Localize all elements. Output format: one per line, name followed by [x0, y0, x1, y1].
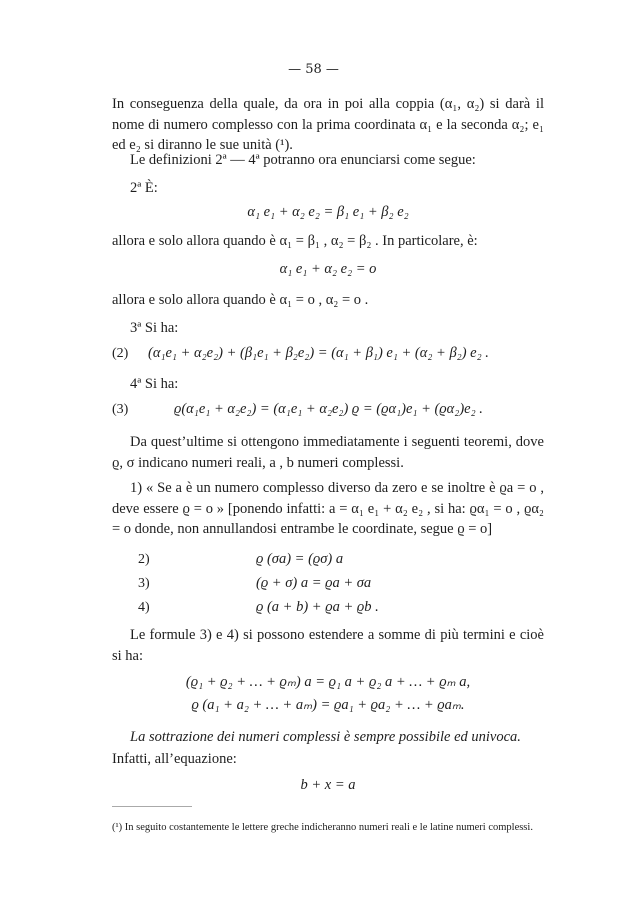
- equation-zero: α₁ e₁ + α₂ e₂ = o: [279, 261, 377, 277]
- equation-equality: α₁ e₁ + α₂ e₂ = β₁ e₁ + β₂ e₂: [247, 204, 409, 220]
- equation-b-plus-x: b + x = a: [300, 777, 356, 793]
- paragraph-formule: Le formule 3) e 4) si possono estendere a somme di più termini e cioè si ha:: [112, 627, 544, 664]
- definition-2-heading: 2ª È:: [130, 180, 158, 196]
- formula-4-label: 4): [138, 600, 150, 615]
- equation-sum-rho: (ϱ₁ + ϱ₂ + … + ϱₘ) a = ϱ₁ a + ϱ₂ a + … + ϱₘ a,: [185, 674, 471, 690]
- equation-2-label: (2): [112, 346, 129, 361]
- theorem-1: 1) « Se a è un numero complesso diverso da zero e se inoltre è ϱa = o , deve essere ϱ = o » [ponendo infatti: a = α₁ e₁ + α₂ e₂ , si ha: ϱα₁ = o , ϱα₂ = o donde, non annullandosi entrambe le coordinate, segue ϱ = o]: [112, 480, 544, 537]
- formula-3: (ϱ + σ) a = ϱa + σa: [256, 575, 372, 591]
- formula-2-label: 2): [138, 552, 150, 567]
- line-allora-1: allora e solo allora quando è α₁ = β₁ , α₂ = β₂ . In particolare, è:: [112, 233, 478, 249]
- definition-3-heading: 3ª Si ha:: [130, 320, 179, 336]
- formula-2: ϱ (σa) = (ϱσ) a: [256, 551, 344, 567]
- equation-3-label: (3): [112, 402, 129, 417]
- formula-4: ϱ (a + b) + ϱa + ϱb .: [256, 599, 379, 615]
- formula-3-label: 3): [138, 576, 150, 591]
- page-number: — 58 —: [288, 62, 339, 77]
- line-infatti: Infatti, all’equazione:: [112, 751, 237, 767]
- footnote-rule: [112, 806, 192, 807]
- paragraph-coppia: In conseguenza della quale, da ora in poi alla coppia (α₁, α₂) si darà il nome di numero complesso con la prima coordinata α₁ e la seconda α₂; e₁ ed e₂ si diranno le sue unità (¹).: [112, 96, 544, 153]
- equation-3-product: ϱ(α₁e₁ + α₂e₂) = (α₁e₁ + α₂e₂) ϱ = (ϱα₁)e₁ + (ϱα₂)e₂ .: [174, 401, 483, 417]
- definition-4-heading: 4ª Si ha:: [130, 376, 179, 392]
- line-allora-2: allora e solo allora quando è α₁ = o , α₂ = o .: [112, 292, 369, 308]
- equation-sum-a: ϱ (a₁ + a₂ + … + aₘ) = ϱa₁ + ϱa₂ + … + ϱaₘ.: [191, 697, 465, 713]
- paragraph-teoremi: Da quest’ultime si ottengono immediatamente i seguenti teoremi, dove ϱ, σ indicano numeri reali, a , b numeri complessi.: [112, 434, 544, 471]
- footnote: (¹) In seguito costantemente le lettere greche indicheranno numeri reali e le latine numeri complessi.: [112, 822, 533, 833]
- paragraph-sottrazione: La sottrazione dei numeri complessi è sempre possibile ed univoca.: [130, 729, 521, 745]
- equation-2-sum: (α₁e₁ + α₂e₂) + (β₁e₁ + β₂e₂) = (α₁ + β₁) e₁ + (α₂ + β₂) e₂ .: [148, 345, 489, 361]
- paragraph-definizioni: Le definizioni 2ª — 4ª potranno ora enunciarsi come segue:: [130, 152, 476, 168]
